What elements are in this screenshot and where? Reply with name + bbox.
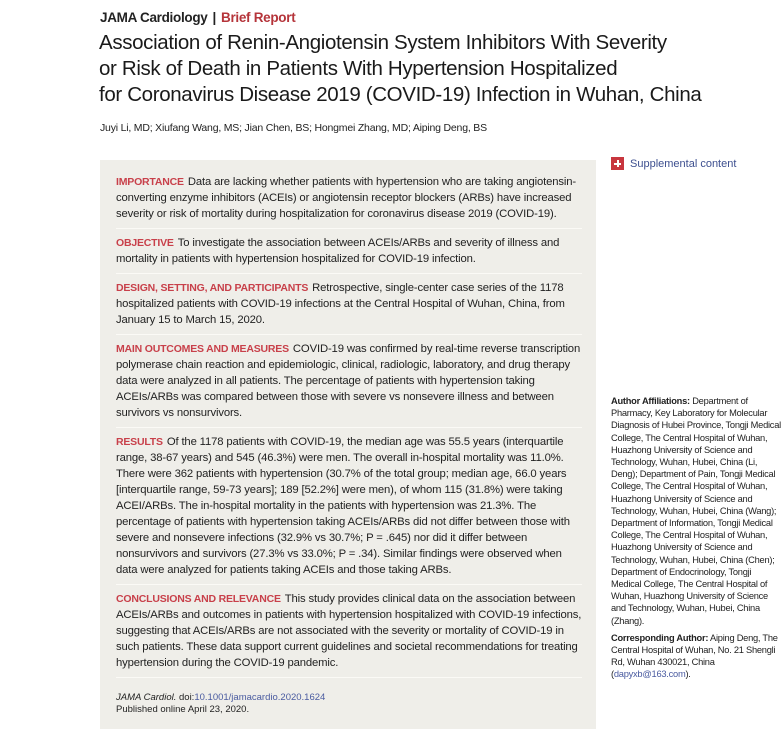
citation-block [116, 692, 582, 716]
article-type: Brief Report [221, 10, 296, 25]
article-title [99, 30, 739, 108]
author-list: Juyi Li, MD; Xiufang Wang, MS; Jian Chen, BS; Hongmei Zhang, MD; Aiping Deng, BS [100, 122, 487, 134]
section-text: Of the 1178 patients with COVID-19, the median age was 55.5 years (interquartile range, 38-67 years) and 545 (46.3%) were men. The overall in-hospital mortality was 11.0%. There were 362 patients with hypertension (30.7% of the total group; median age, 66.0 years [interquartile range, 59-73 years]; 189 [52.2%] were men), of whom 115 (31.8%) were taking ACEI/ARBs. The in-hospital mortality in the patients with hypertension was 21.3%. The percentage of patients with hypertension taking ACEIs/ARBs did not differ between those with severe and nonsevere infections (32.9% vs 30.7%; P = .645) nor did it differ between nonsurvivors and survivors (27.3% vs 33.0%; P = .34). Similar findings were observed when data were analyzed for patients taking ACEIs and those taking ARBs. [116, 436, 570, 576]
section-heading: OBJECTIVE [116, 237, 174, 249]
journal-name: JAMA Cardiology [100, 10, 208, 25]
abstract-section-design [116, 280, 582, 335]
affiliations-text: Department of Pharmacy, Key Laboratory for Molecular Diagnosis of Hubei Province, Tongji Medical College, The Central Hospital of Wuhan, Huazhong University of Science and Technology, Wuhan, Hubei, China (Li, Deng); Department of Pain, Tongji Medical College, The Central Hospital of Wuhan, Huazhong University of Science and Technology, Wuhan, Hubei, China (Wang); Department of Information, Tongji Medical College, The Central Hospital of Wuhan, Huazhong University of Science and Technology, Wuhan, Hubei, China (Chen); Department of Endocrinology, Tongji Medical College, The Central Hospital of Wuhan, Huazhong University of Science and Technology, Wuhan, Hubei, China (Zhang). [611, 396, 781, 626]
journal-header [100, 10, 295, 25]
author-affiliations [611, 395, 783, 627]
section-text: COVID-19 was confirmed by real-time reverse transcription polymerase chain reaction and epidemiologic, clinical, radiologic, laboratory, and drug therapy data were analyzed in all patients. The percentage of patients with hypertension taking ACEIs/ARBs was compared between those with severe vs nonsevere illness and between survivors vs nonsurvivors. [116, 343, 581, 419]
supplemental-label: Supplemental content [630, 157, 737, 170]
published-date: Published online April 23, 2020. [116, 704, 250, 715]
section-text: Retrospective, single-center case series of the 1178 hospitalized patients with COVID-19 infections at the Central Hospital of Wuhan, China, from January 15 to March 15, 2020. [116, 282, 565, 326]
section-heading: RESULTS [116, 436, 163, 448]
corresponding-author [611, 632, 783, 681]
title-line: for Coronavirus Disease 2019 (COVID-19) Infection in Wuhan, China [99, 83, 702, 106]
doi-prefix: doi: [176, 692, 195, 703]
section-heading: CONCLUSIONS AND RELEVANCE [116, 593, 281, 605]
abstract-section-conclusions [116, 591, 582, 678]
section-heading: IMPORTANCE [116, 176, 184, 188]
doi-link[interactable]: 10.1001/jamacardio.2020.1624 [194, 692, 326, 703]
title-line: Association of Renin-Angiotensin System Inhibitors With Severity [99, 31, 667, 54]
section-heading: DESIGN, SETTING, AND PARTICIPANTS [116, 282, 309, 294]
corresponding-label: Corresponding Author: [611, 632, 709, 643]
abstract-section-importance [116, 174, 582, 229]
journal-abbreviation: JAMA Cardiol. [116, 692, 177, 703]
abstract-section-results [116, 434, 582, 585]
section-text: Data are lacking whether patients with hypertension who are taking angiotensin-converting enzyme inhibitors (ACEIs) or angiotensin receptor blockers (ARBs) have increased severity or risk of mortality during hospitalization for coronavirus disease 2019 (COVID-19). [116, 176, 576, 220]
abstract-section-outcomes [116, 341, 582, 428]
corresponding-close: ). [685, 669, 691, 680]
article-sidebar [611, 395, 783, 681]
corresponding-text: Aiping Deng, The Central Hospital of Wuhan, No. 21 Shengli Rd, Wuhan 430021, China ( [611, 632, 778, 680]
supplemental-content-link[interactable] [611, 157, 736, 170]
section-text: This study provides clinical data on the association between ACEIs/ARBs and outcomes in patients with hypertension hospitalized with COVID-19 infections, suggesting that ACEIs/ARBs are not associated with the severity or mortality of COVID-19 in such patients. These data support current guidelines and societal recommendations for treating hypertension during the COVID-19 pandemic. [116, 593, 582, 669]
section-heading: MAIN OUTCOMES AND MEASURES [116, 343, 289, 355]
header-separator: | [212, 10, 216, 25]
plus-box-icon [611, 157, 624, 170]
corresponding-email-link[interactable]: dapyxb@163.com [613, 669, 686, 680]
section-text: To investigate the association between ACEIs/ARBs and severity of illness and mortality in patients with hypertension hospitalized for COVID-19 infection. [116, 237, 560, 265]
affiliations-label: Author Affiliations: [611, 396, 690, 406]
abstract-section-objective [116, 235, 582, 274]
title-line: or Risk of Death in Patients With Hypertension Hospitalized [99, 57, 618, 80]
abstract-panel [100, 160, 596, 729]
